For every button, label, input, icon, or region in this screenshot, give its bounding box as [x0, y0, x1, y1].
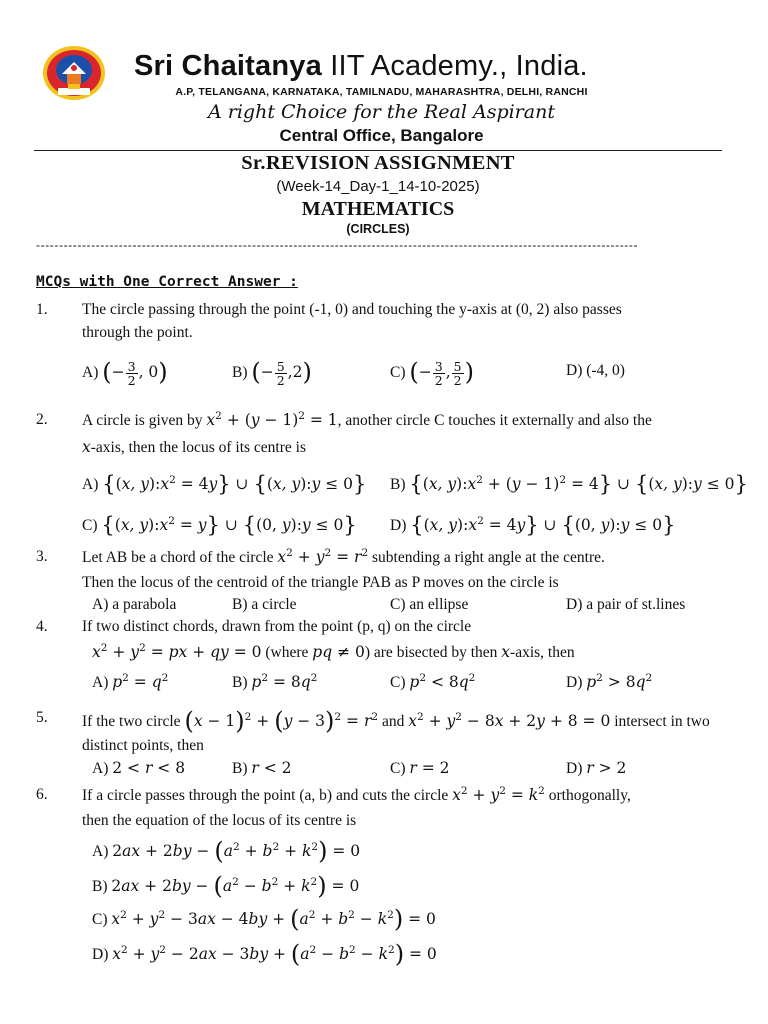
question-text: If two distinct chords, drawn from the point (p, q) on the circle [82, 618, 472, 635]
option-a: A) {(x, $y):x^2 = 4y$} ∪ {(x, y):y ≤ 0} [82, 472, 367, 496]
question-text: Then the locus of the centroid of the triangle PAB as P moves on the circle is [82, 574, 559, 591]
option-d: D) (-4, 0) [566, 362, 625, 379]
question-text: If the two circle $(x - 1)^2 + (y - 3)^2 = r^2$ and $x^2 + y^2 - 8x + 2y + 8 = 0$ intersect in two [82, 707, 710, 735]
question-text: $x^2 + y^2$ = px + qy = 0 (where pq ≠ 0) are bisected by then x-axis, then [92, 642, 575, 661]
assignment-week: (Week-14_Day-1_14-10-2025) [276, 178, 480, 195]
option-b: B) a circle [232, 596, 297, 613]
option-c: C) $x^2 + y^2 - 3ax - 4by + (a^2 + b^2 - k^2) = 0$ [92, 905, 436, 933]
option-a: A) 2 < r < 8 [92, 759, 186, 777]
header-rule [34, 150, 722, 151]
question-text: Let AB be a chord of the circle $x^2 + y^2 = r^2$ subtending a right angle at the centre. [82, 547, 605, 566]
option-a: A) a parabola [92, 596, 177, 613]
question-text: A circle is given by $x^2 + (y - 1)^2 = 1$, another circle C touches it externally and also the [82, 410, 652, 429]
question-text: x-axis, then the locus of its centre is [82, 438, 306, 456]
brand-name-rest: IIT Academy., India. [321, 50, 588, 82]
question-number: 2. [36, 411, 48, 428]
option-a: A) $2ax + 2by - (a^2 + b^2 + k^2) = 0$ [92, 837, 361, 865]
question-text: through the point. [82, 324, 193, 341]
central-office: Central Office, Bangalore [279, 126, 484, 145]
option-d: D) $x^2 + y^2 - 2ax - 3by + (a^2 - b^2 - k^2) = 0$ [92, 940, 437, 968]
option-d: D) r > 2 [566, 759, 627, 777]
option-b: B) (− $\frac{5}{2}$ ,2) [232, 358, 312, 388]
brand-name-bold: Sri Chaitanya [134, 50, 322, 82]
option-c: C) $p^2 < 8q^2$ [390, 672, 476, 691]
option-d: D) $p^2 > 8q^2$ [566, 672, 653, 691]
subject-title: MATHEMATICS [301, 198, 455, 220]
academy-name [134, 50, 588, 83]
option-b: B) $p^2 = 8q^2$ [232, 672, 318, 691]
option-a: A) (− $\frac{3}{2}$ , 0) [82, 358, 168, 388]
option-d: D) {(x, $y):x^2 = 4y$} ∪ {(0, y):y ≤ 0} [390, 513, 676, 537]
question-text: If a circle passes through the point (a, b) and cuts the circle $x^2 + y^2 = k^2$ orthogonally, [82, 785, 631, 804]
question-number: 5. [36, 709, 48, 726]
option-c: C) an ellipse [390, 596, 469, 613]
option-a: A) $p^2 = q^2$ [92, 672, 169, 691]
option-c: C) {(x, $y):x^2 = y$} ∪ {(0, y):y ≤ 0} [82, 513, 357, 537]
topic-title: (CIRCLES) [346, 222, 410, 236]
academy-logo [40, 44, 108, 102]
states-list: A.P, TELANGANA, KARNATAKA, TAMILNADU, MAHARASHTRA, DELHI, RANCHI [175, 86, 588, 98]
assignment-title: Sr.REVISION ASSIGNMENT [241, 152, 515, 174]
option-b: B) r < 2 [232, 759, 292, 777]
question-text: then the equation of the locus of its centre is [82, 812, 357, 829]
question-text: The circle passing through the point (-1, 0) and touching the y-axis at (0, 2) also passes [82, 301, 622, 318]
section-title: MCQs with One Correct Answer : [36, 274, 298, 290]
tagline: A right Choice for the Real Aspirant [208, 101, 555, 123]
option-c: C) r = 2 [390, 759, 450, 777]
option-d: D) a pair of st.lines [566, 596, 686, 613]
option-b: B) {(x, $y):x^2 + (y - 1)^2 = 4$} ∪ {(x, y):y ≤ 0} [390, 472, 748, 496]
option-c: C) (− $\frac{3}{2}$ , $\frac{5}{2}$ ) [390, 358, 474, 388]
question-number: 6. [36, 786, 48, 803]
dashed-divider: ----------------------------------------------------------------------------------------------------------------------------------- [36, 238, 639, 252]
question-number: 3. [36, 548, 48, 565]
question-number: 1. [36, 301, 48, 318]
question-text: distinct points, then [82, 737, 204, 754]
question-number: 4. [36, 618, 48, 635]
option-b: B) $2ax + 2by - (a^2 - b^2 + k^2) = 0$ [92, 872, 360, 900]
